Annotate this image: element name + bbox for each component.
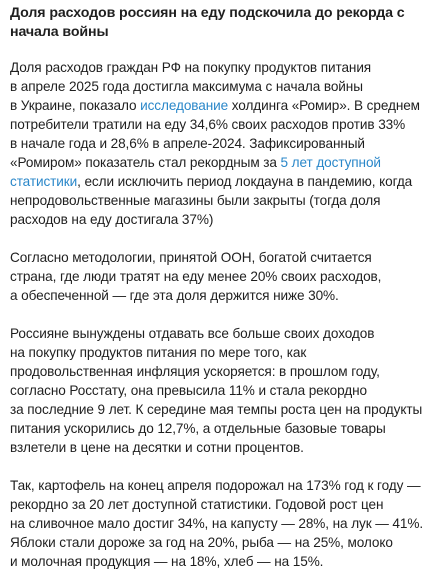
text-line: расходов на еду достигала 37%): [10, 212, 214, 227]
text-line: Россияне вынуждены отдавать все больше своих доходов: [10, 326, 375, 341]
text-line: а обеспеченной — где эта доля держится ниже 30%.: [10, 288, 339, 303]
text-line: в апреле 2025 года достигла максимума с начала войны: [10, 79, 363, 94]
text-line: [10, 172, 414, 191]
research-link[interactable]: исследование: [140, 98, 229, 113]
text-line: на покупку продуктов питания по мере того, как: [10, 345, 307, 360]
statistics-link[interactable]: 5 лет доступной: [280, 155, 381, 170]
text-fragment: в Украине, показало: [10, 98, 141, 113]
text-line: [10, 153, 414, 172]
paragraph-un-methodology: [10, 248, 414, 305]
text-line: за последние 9 лет. К середине мая темпы роста цен на продукты: [10, 402, 423, 417]
text-line: потребители тратили на еду 34,6% своих расходов против 33%: [10, 117, 406, 132]
post-title: [10, 0, 414, 42]
text-line: на сливочное мало достиг 34%, на капусту — 28%, на лук — 41%.: [10, 516, 424, 531]
post-title-line: начала войны: [10, 24, 109, 40]
statistics-link[interactable]: статистики: [10, 174, 78, 189]
paragraph-share-of-spending: [10, 58, 420, 229]
text-line: и молочная продукция — на 18%, хлеб — на 15%.: [10, 554, 324, 569]
text-line: Так, картофель на конец апреля подорожал на 173% год к году —: [10, 478, 421, 493]
text-fragment: , если исключить период локдауна в пандемию, когда: [77, 174, 413, 189]
text-fragment: «Ромиром» показатель стал рекордным за: [10, 155, 281, 170]
paragraph-food-inflation: [10, 324, 423, 457]
text-line: питания ускорились до 12,7%, а отдельные базовые товары: [10, 421, 386, 436]
text-line: страна, где люди тратят на еду менее 20% своих расходов,: [10, 269, 382, 284]
text-line: [10, 96, 420, 115]
text-line: согласно Росстату, она превысила 11% и стала рекордно: [10, 383, 367, 398]
text-line: Яблоки стали дороже за год на 20%, рыба — на 25%, молоко: [10, 535, 393, 550]
text-line: Доля расходов граждан РФ на покупку продуктов питания: [10, 60, 372, 75]
post-body: [10, 58, 424, 571]
paragraph-price-growth: [10, 476, 424, 571]
text-line: взлетели в цене на десятки и сотни процентов.: [10, 440, 304, 455]
text-fragment: холдинга «Ромир». В среднем: [228, 98, 420, 113]
text-line: Согласно методологии, принятой ООН, богатой считается: [10, 250, 372, 265]
text-line: непродовольственные магазины были закрыты (тогда доля: [10, 193, 381, 208]
text-line: продовольственная инфляция ускоряется: в прошлом году,: [10, 364, 380, 379]
text-line: в начале года и 28,6% в апреле-2024. Зафиксированный: [10, 136, 365, 151]
post-title-line: Доля расходов россиян на еду подскочила до рекорда с: [10, 5, 405, 21]
text-line: рекордно за 20 лет доступной статистики. Годовой рост цен: [10, 497, 384, 512]
